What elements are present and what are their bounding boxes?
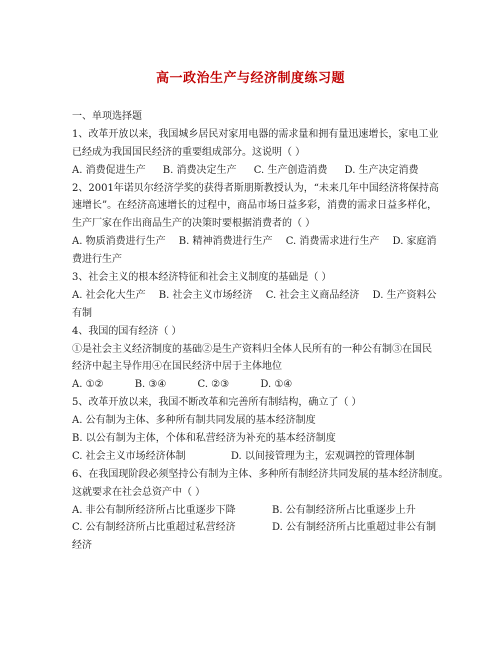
q1-option-b: B. 消费决定生产 xyxy=(162,164,237,176)
q1-option-d: D. 生产决定消费 xyxy=(344,164,419,176)
question-3-options xyxy=(72,287,437,305)
page-title: 高一政治生产与经济制度练习题 xyxy=(155,71,345,86)
q2-option-a: A. 物质消费进行生产 xyxy=(72,236,166,248)
q4-option-b: B. ③④ xyxy=(134,379,167,391)
q3-option-d: D. 生产资料公 xyxy=(372,289,437,301)
question-2-stem-line-1: 2、2001年诺贝尔经济学奖的获得者斯朋斯教授认为，“未来几年中国经济将保持高 xyxy=(72,182,439,194)
q2-option-b: B. 精神消费进行生产 xyxy=(178,236,273,248)
question-6-stem-line-2: 这就要求在社会总资产中（ ） xyxy=(72,486,206,498)
q5-option-c: C. 社会主义市场经济体制 xyxy=(72,450,186,462)
q3-option-d-continued: 有制 xyxy=(72,307,92,319)
section-heading: 一、单项选择题 xyxy=(72,111,142,122)
q6-option-c: C. 公有制经济所占比重超过私营经济 xyxy=(72,522,236,534)
q1-option-a: A. 消费促进生产 xyxy=(72,164,146,176)
q2-option-c: C. 消费需求进行生产 xyxy=(285,236,380,248)
q1-option-c: C. 生产创造消费 xyxy=(253,164,328,176)
q6-option-d: D. 公有制经济所占比重超过非公有制 xyxy=(272,522,437,534)
q5-option-a: A. 公有制为主体、多种所有制共同发展的基本经济制度 xyxy=(72,415,316,427)
question-6-stem-line-1: 6、在我国现阶段必须坚持公有制为主体、多种所有制经济共同发展的基本经济制度。 xyxy=(72,468,449,480)
q6-option-a: A. 非公有制所经济所占比重逐步下降 xyxy=(72,504,236,516)
q6-options-a-b xyxy=(72,502,430,520)
q2-option-d-continued: 费进行生产 xyxy=(72,254,122,266)
question-2-stem-line-3: 生产厂家在作出商品生产的决策时要根据消费者的（ ） xyxy=(72,218,316,230)
question-4-options xyxy=(72,376,430,394)
question-4-body-line-2: 经济中起主导作用④在国民经济中居于主体地位 xyxy=(72,361,282,373)
q3-option-b: B. 社会主义市场经济 xyxy=(158,289,253,301)
q5-options-c-d xyxy=(72,448,430,466)
q4-option-d: D. ①④ xyxy=(260,379,293,391)
q6-option-b: B. 公有制经济所占比重逐步上升 xyxy=(272,504,416,516)
question-1-stem-line-2: 已经成为我国国民经济的重要组成部分。这说明（ ） xyxy=(72,146,306,158)
q3-option-c: C. 社会主义商品经济 xyxy=(265,289,360,301)
q5-option-d: D. 以间接管理为主，宏观调控的管理体制 xyxy=(230,450,415,462)
question-4-body-line-1: ①是社会主义经济制度的基础②是生产资料归全体人民所有的一种公有制③在国民 xyxy=(72,343,432,355)
question-3-stem: 3、社会主义的根本经济特征和社会主义制度的基础是（ ） xyxy=(72,272,332,284)
question-list xyxy=(72,108,449,555)
q4-option-c: C. ②③ xyxy=(197,379,230,391)
q4-option-a: A. ①② xyxy=(72,379,104,391)
question-2-stem-line-2: 速增长”。在经济高速增长的过程中，商品市场日益多彩，消费的需求日益多样化， xyxy=(72,200,438,212)
question-5-stem: 5、改革开放以来，我国不断改革和完善所有制结构，确立了（ ） xyxy=(72,397,362,409)
q2-option-d: D. 家庭消 xyxy=(392,236,437,248)
q6-options-c-d xyxy=(72,519,437,537)
question-1-options xyxy=(72,162,430,180)
question-1-stem-line-1: 1、改革开放以来，我国城乡居民对家用电器的需求量和拥有量迅速增长，家电工业 xyxy=(72,128,439,140)
question-4-stem: 4、我国的国有经济（ ） xyxy=(72,325,182,337)
q3-option-a: A. 社会化大生产 xyxy=(72,289,146,301)
q5-option-b: B. 以公有制为主体，个体和私营经济为补充的基本经济制度 xyxy=(72,433,336,445)
q6-option-d-continued: 经济 xyxy=(72,540,92,552)
question-2-options xyxy=(72,233,437,251)
